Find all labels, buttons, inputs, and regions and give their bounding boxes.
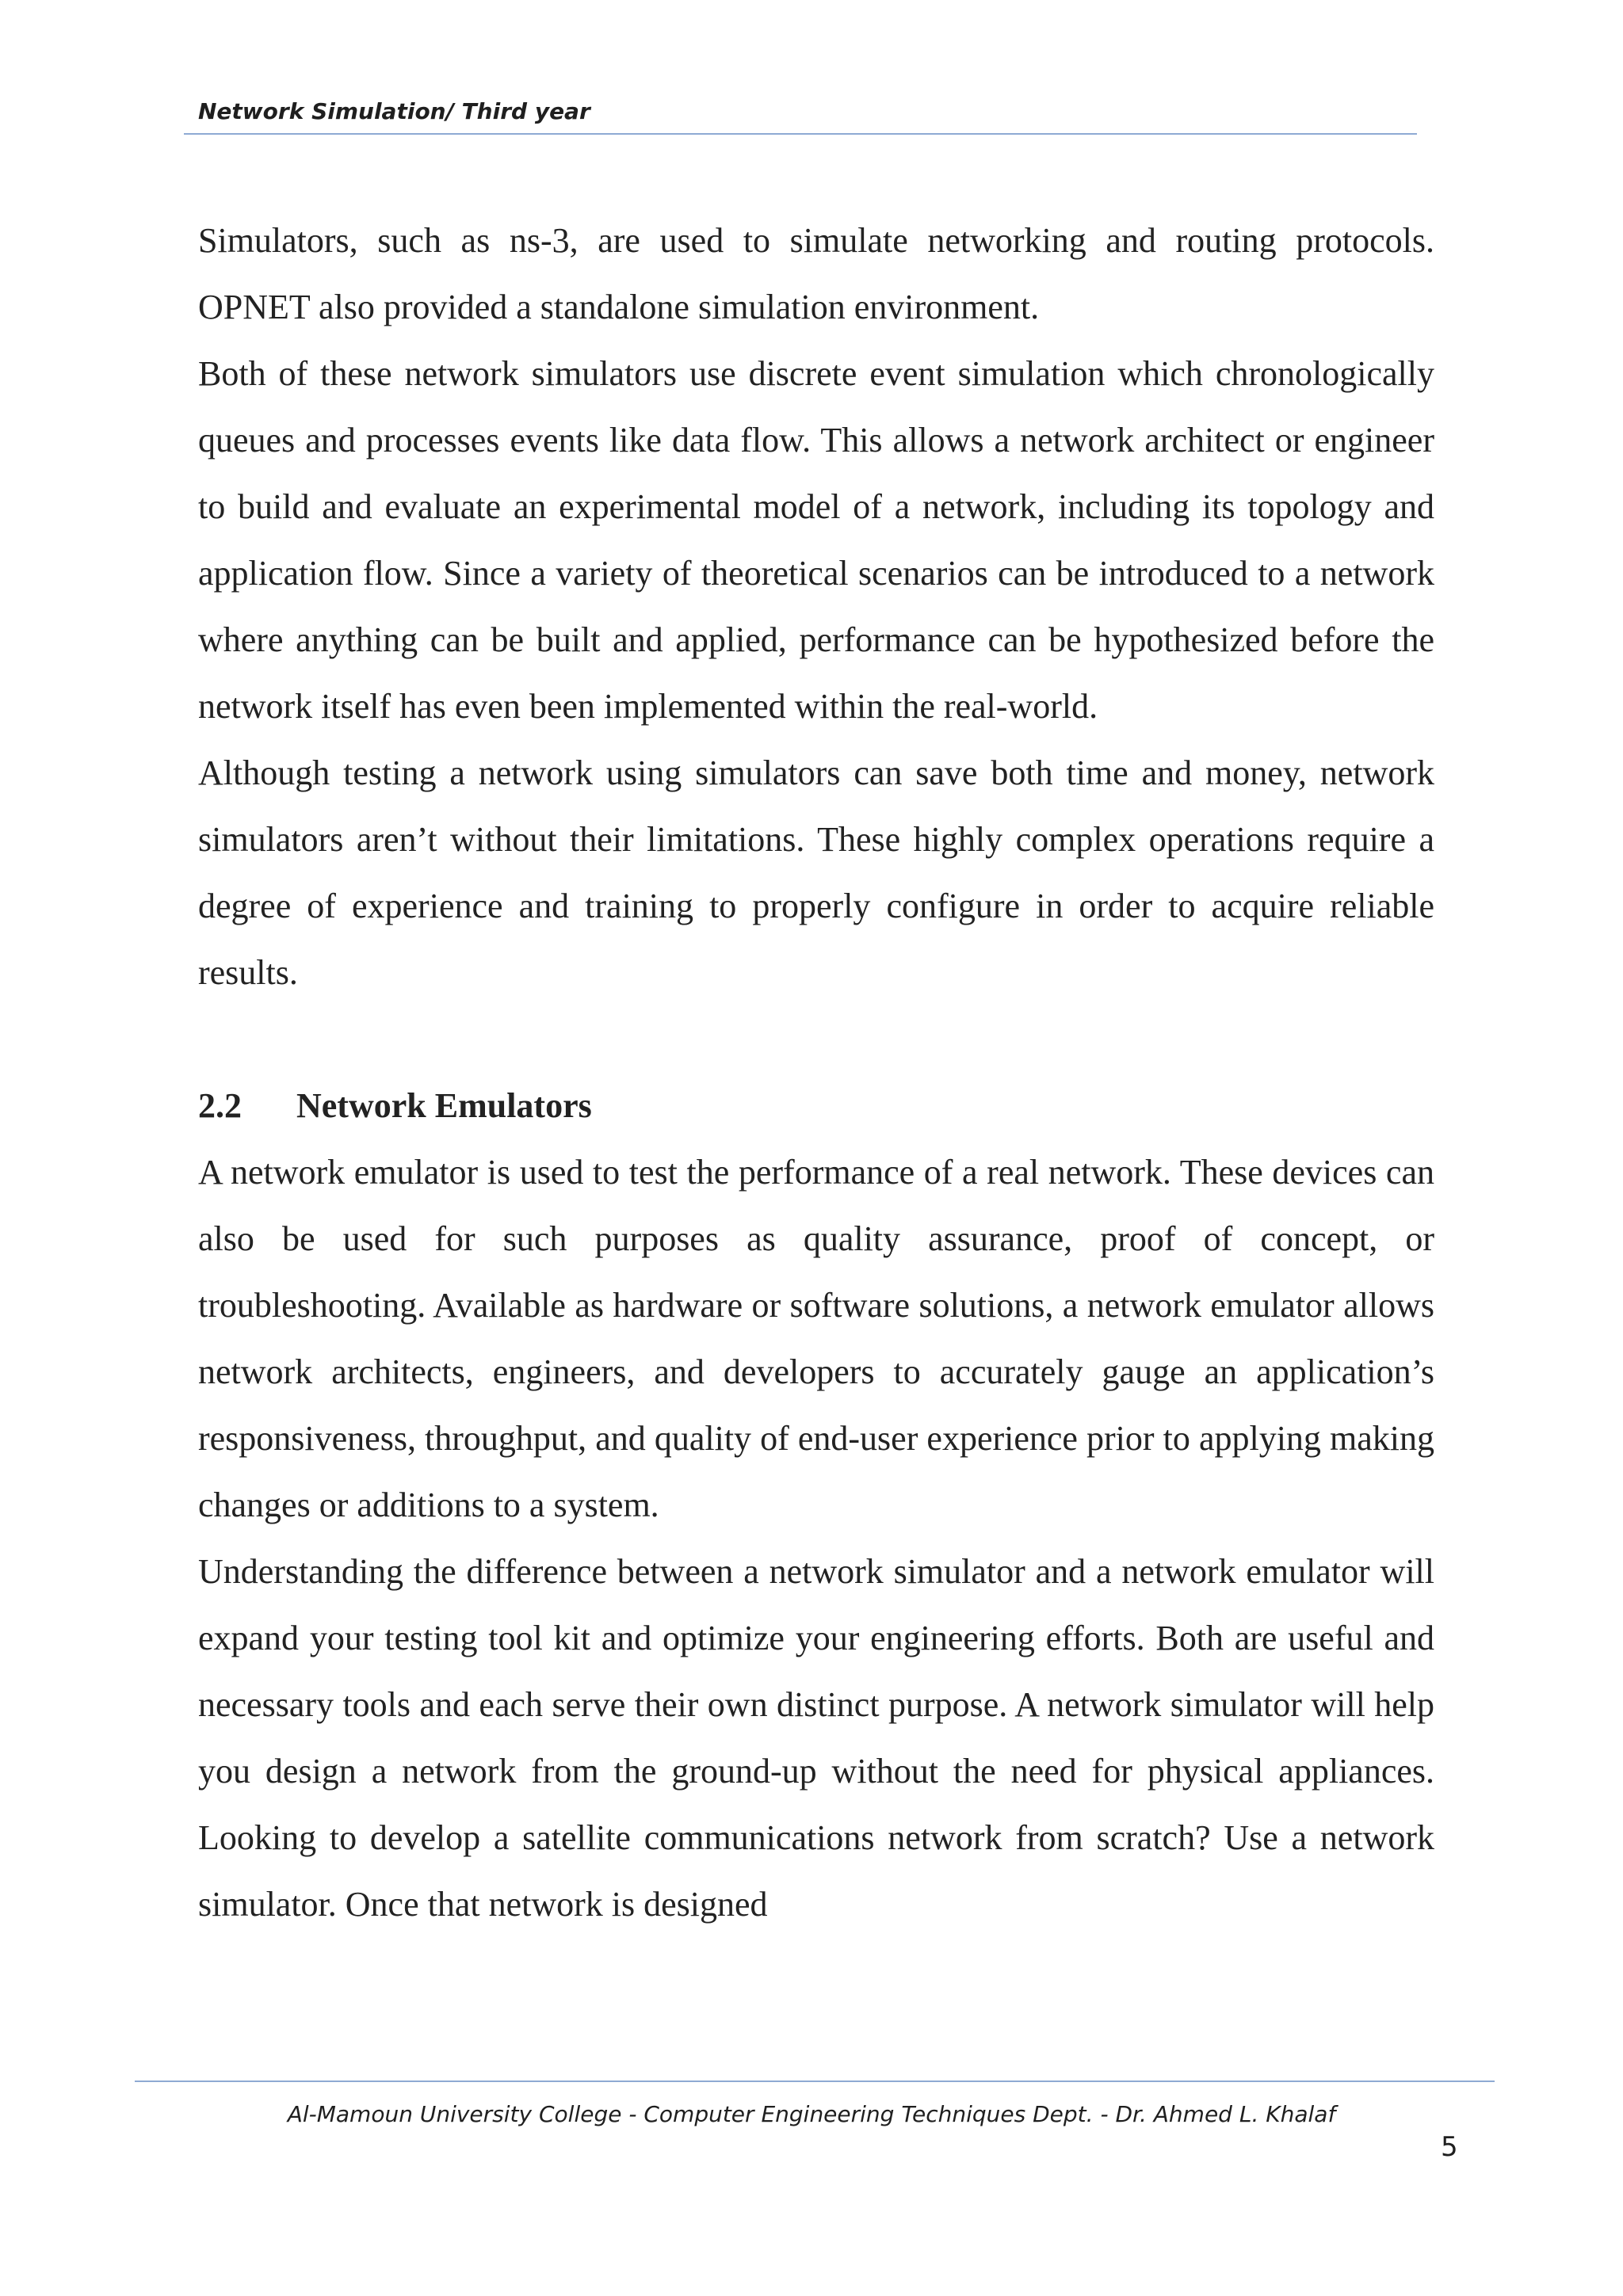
paragraph-section-2: Understanding the difference between a network simulator and a network emulator will expand your testing tool kit and optimize your engineering efforts. Both are useful and necessary tools and each serve their own distinct purpose. A network simulator will help you design a network from the ground-up without the need for physical appliances. Looking to develop a satellite communications network from scratch? Use a network simulator. Once that network is designed [198,1552,1434,1924]
header-divider [184,133,1417,135]
paragraph-section-1: A network emulator is used to test the performance of a real network. These devices can also be used for such purposes as quality assurance, proof of concept, or troubleshooting. Available as hardware or software solutions, a network emulator allows network architects, engineers, and developers to accurately gauge an application’s responsiveness, throughput, and quality of end-user experience prior to applying making changes or additions to a system. [198,1153,1434,1524]
section-number: 2.2 [198,1086,242,1125]
running-footer: Al-Mamoun University College - Computer Engineering Techniques Dept. - Dr. Ahmed L. Khalaf [287,2101,1336,2127]
paragraph-intro-2: Both of these network simulators use discrete event simulation which chronologically queues and processes events like data flow. This allows a network architect or engineer to build and evaluate an experimental model of a network, including its topology and application flow. Since a variety of theoretical scenarios can be introduced to a network where anything can be built and applied, performance can be hypothesized before the network itself has even been implemented within the real-world. [198,354,1434,726]
body-text [198,208,1434,1938]
section-heading [198,1073,1434,1139]
page-number: 5 [1441,2131,1458,2163]
footer-divider [135,2081,1495,2082]
running-header: Network Simulation/ Third year [198,98,590,124]
paragraph-intro-3: Although testing a network using simulators can save both time and money, network simulators aren’t without their limitations. These highly complex operations require a degree of experience and training to properly configure in order to acquire reliable results. [198,753,1434,992]
section-title: Network Emulators [296,1086,592,1125]
paragraph-intro-1: Simulators, such as ns-3, are used to simulate networking and routing protocols. OPNET also provided a standalone simulation environment. [198,221,1434,326]
